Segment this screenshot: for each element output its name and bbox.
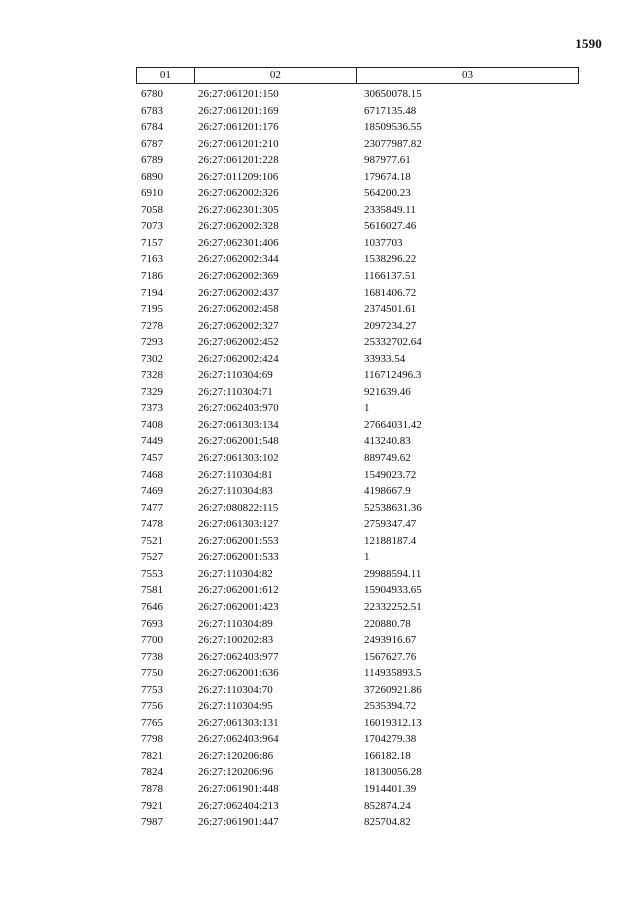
value-cell: 2493916.67 (364, 634, 417, 647)
table-row (136, 285, 579, 302)
table-row (136, 781, 579, 798)
table-row (136, 185, 579, 202)
row-code-cell: 6787 (141, 137, 163, 150)
cadastral-number-cell: 26:27:120206:86 (198, 749, 274, 762)
cadastral-number-cell: 26:27:062001:612 (198, 584, 279, 597)
cadastral-number-cell: 26:27:062002:327 (198, 319, 279, 332)
value-cell: 15904933.65 (364, 584, 422, 597)
table-row (136, 616, 579, 633)
value-cell: 4198667.9 (364, 485, 411, 498)
cadastral-number-cell: 26:27:062403:977 (198, 650, 279, 663)
row-code-cell: 7329 (141, 385, 163, 398)
row-code-cell: 7457 (141, 452, 163, 465)
value-cell: 987977.61 (364, 154, 411, 167)
table-row (136, 549, 579, 566)
cadastral-number-cell: 26:27:110304:82 (198, 567, 273, 580)
cadastral-number-cell: 26:27:110304:89 (198, 617, 273, 630)
value-cell: 29988594.11 (364, 567, 422, 580)
table-row (136, 566, 579, 583)
cadastral-number-cell: 26:27:061901:447 (198, 816, 279, 829)
cadastral-number-cell: 26:27:061303:102 (198, 452, 279, 465)
value-cell: 6717135.48 (364, 104, 417, 117)
value-cell: 1704279.38 (364, 733, 417, 746)
value-cell: 16019312.13 (364, 716, 422, 729)
value-cell: 12188187.4 (364, 534, 417, 547)
cadastral-number-cell: 26:27:062002:328 (198, 220, 279, 233)
row-code-cell: 7756 (141, 700, 163, 713)
value-cell: 1037703 (364, 236, 403, 249)
row-code-cell: 7553 (141, 567, 163, 580)
value-cell: 166182.18 (364, 749, 411, 762)
row-code-cell: 7700 (141, 634, 163, 647)
table-row (136, 649, 579, 666)
cadastral-number-cell: 26:27:062001:548 (198, 435, 279, 448)
row-code-cell: 7058 (141, 203, 163, 216)
row-code-cell: 7328 (141, 369, 163, 382)
table-row (136, 86, 579, 103)
row-code-cell: 6783 (141, 104, 163, 117)
cadastral-number-cell: 26:27:062404:213 (198, 799, 279, 812)
cadastral-number-cell: 26:27:110304:70 (198, 683, 273, 696)
row-code-cell: 7469 (141, 485, 163, 498)
row-code-cell: 7194 (141, 286, 163, 299)
row-code-cell: 7527 (141, 551, 163, 564)
row-code-cell: 7157 (141, 236, 163, 249)
table-row (136, 764, 579, 781)
cadastral-number-cell: 26:27:011209:106 (198, 170, 279, 183)
value-cell: 1914401.39 (364, 782, 417, 795)
row-code-cell: 7824 (141, 766, 163, 779)
value-cell: 825704.82 (364, 816, 411, 829)
cadastral-number-cell: 26:27:061901:448 (198, 782, 279, 795)
row-code-cell: 6910 (141, 187, 163, 200)
row-code-cell: 7753 (141, 683, 163, 696)
value-cell: 2335849.11 (364, 203, 416, 216)
value-cell: 114935893.5 (364, 667, 422, 680)
table-row (136, 516, 579, 533)
value-cell: 25332702.64 (364, 336, 422, 349)
table-row (136, 731, 579, 748)
table-row (136, 417, 579, 434)
row-code-cell: 6890 (141, 170, 163, 183)
table-row (136, 202, 579, 219)
column-header-01: 01 (137, 68, 195, 83)
cadastral-number-cell: 26:27:110304:83 (198, 485, 273, 498)
value-cell: 2097234.27 (364, 319, 417, 332)
value-cell: 30650078.15 (364, 88, 422, 100)
cadastral-number-cell: 26:27:110304:81 (198, 468, 273, 481)
cadastral-number-cell: 26:27:062002:452 (198, 336, 279, 349)
row-code-cell: 7738 (141, 650, 163, 663)
row-code-cell: 7073 (141, 220, 163, 233)
table-row (136, 103, 579, 120)
row-code-cell: 7693 (141, 617, 163, 630)
value-cell: 52538631.36 (364, 501, 422, 514)
value-cell: 413240.83 (364, 435, 411, 448)
row-code-cell: 7278 (141, 319, 163, 332)
table-row (136, 218, 579, 235)
table-row (136, 599, 579, 616)
table-row (136, 318, 579, 335)
table-row (136, 351, 579, 368)
table-row (136, 500, 579, 517)
row-code-cell: 7449 (141, 435, 163, 448)
table-row (136, 334, 579, 351)
cadastral-number-cell: 26:27:110304:71 (198, 385, 273, 398)
row-code-cell: 7750 (141, 667, 163, 680)
row-code-cell: 7477 (141, 501, 163, 514)
value-cell: 116712496.3 (364, 369, 422, 382)
value-cell: 1538296.22 (364, 253, 417, 266)
table-body (136, 86, 579, 831)
table-row (136, 301, 579, 318)
value-cell: 18509536.55 (364, 121, 422, 134)
row-code-cell: 7468 (141, 468, 163, 481)
cadastral-number-cell: 26:27:062002:458 (198, 303, 279, 316)
cadastral-number-cell: 26:27:061201:169 (198, 104, 279, 117)
cadastral-number-cell: 26:27:062002:437 (198, 286, 279, 299)
cadastral-number-cell: 26:27:062403:970 (198, 402, 279, 415)
row-code-cell: 7373 (141, 402, 163, 415)
table-row (136, 483, 579, 500)
row-code-cell: 7921 (141, 799, 163, 812)
cadastral-number-cell: 26:27:062002:369 (198, 270, 279, 283)
table-row (136, 400, 579, 417)
column-header-03: 03 (462, 69, 473, 81)
value-cell: 1166137.51 (364, 270, 416, 283)
cadastral-number-cell: 26:27:110304:95 (198, 700, 273, 713)
table-row (136, 798, 579, 815)
table-row (136, 715, 579, 732)
value-cell: 921639.46 (364, 385, 411, 398)
row-code-cell: 7293 (141, 336, 163, 349)
table-row (136, 268, 579, 285)
row-code-cell: 7765 (141, 716, 163, 729)
table-header (136, 67, 579, 84)
cadastral-number-cell: 26:27:062403:964 (198, 733, 279, 746)
cadastral-number-cell: 26:27:120206:96 (198, 766, 274, 779)
table-row (136, 682, 579, 699)
value-cell: 1 (364, 402, 370, 415)
cadastral-number-cell: 26:27:062301:406 (198, 236, 279, 249)
row-code-cell: 7408 (141, 418, 163, 431)
value-cell: 18130056.28 (364, 766, 422, 779)
row-code-cell: 7163 (141, 253, 163, 266)
row-code-cell: 7646 (141, 600, 163, 613)
cadastral-number-cell: 26:27:110304:69 (198, 369, 273, 382)
table-row (136, 450, 579, 467)
table-row (136, 119, 579, 136)
value-cell: 2759347.47 (364, 518, 417, 531)
row-code-cell: 7302 (141, 352, 163, 365)
row-code-cell: 6789 (141, 154, 163, 167)
cadastral-number-cell: 26:27:061303:127 (198, 518, 279, 531)
cadastral-number-cell: 26:27:100202:83 (198, 634, 274, 647)
value-cell: 564200.23 (364, 187, 411, 200)
table-row (136, 632, 579, 649)
cadastral-number-cell: 26:27:061201:150 (198, 88, 279, 100)
value-cell: 1681406.72 (364, 286, 417, 299)
cadastral-number-cell: 26:27:080822:115 (198, 501, 279, 514)
value-cell: 37260921.86 (364, 683, 422, 696)
table-row (136, 698, 579, 715)
table-row (136, 433, 579, 450)
table-row (136, 235, 579, 252)
row-code-cell: 6784 (141, 121, 163, 134)
table-row (136, 136, 579, 153)
table-row (136, 814, 579, 831)
table-row (136, 367, 579, 384)
cadastral-number-cell: 26:27:062001:423 (198, 600, 279, 613)
row-code-cell: 7186 (141, 270, 163, 283)
value-cell: 1 (364, 551, 370, 564)
value-cell: 1567627.76 (364, 650, 417, 663)
cadastral-number-cell: 26:27:061303:134 (198, 418, 279, 431)
cadastral-number-cell: 26:27:061201:210 (198, 137, 279, 150)
table-row (136, 251, 579, 268)
table-row (136, 582, 579, 599)
value-cell: 852874.24 (364, 799, 411, 812)
cadastral-number-cell: 26:27:062002:424 (198, 352, 279, 365)
table-row (136, 748, 579, 765)
value-cell: 2535394.72 (364, 700, 417, 713)
cadastral-number-cell: 26:27:062002:344 (198, 253, 279, 266)
row-code-cell: 7478 (141, 518, 163, 531)
row-code-cell: 6780 (141, 88, 163, 100)
cadastral-number-cell: 26:27:061201:228 (198, 154, 279, 167)
data-table (136, 67, 579, 831)
column-header-02: 02 (195, 68, 357, 83)
value-cell: 23077987.82 (364, 137, 422, 150)
row-code-cell: 7195 (141, 303, 163, 316)
row-code-cell: 7987 (141, 816, 163, 829)
row-code-cell: 7581 (141, 584, 163, 597)
row-code-cell: 7878 (141, 782, 163, 795)
table-row (136, 467, 579, 484)
cadastral-number-cell: 26:27:061303:131 (198, 716, 279, 729)
value-cell: 22332252.51 (364, 600, 422, 613)
row-code-cell: 7798 (141, 733, 163, 746)
table-row (136, 152, 579, 169)
row-code-cell: 7521 (141, 534, 163, 547)
table-row (136, 665, 579, 682)
cadastral-number-cell: 26:27:062001:636 (198, 667, 279, 680)
cadastral-number-cell: 26:27:061201:176 (198, 121, 279, 134)
value-cell: 220880.78 (364, 617, 411, 630)
table-row (136, 384, 579, 401)
cadastral-number-cell: 26:27:062301:305 (198, 203, 279, 216)
value-cell: 889749.62 (364, 452, 411, 465)
cadastral-number-cell: 26:27:062001:553 (198, 534, 279, 547)
cadastral-number-cell: 26:27:062001:533 (198, 551, 279, 564)
value-cell: 27664031.42 (364, 418, 422, 431)
table-row (136, 169, 579, 186)
value-cell: 179674.18 (364, 170, 411, 183)
value-cell: 33933.54 (364, 352, 406, 365)
row-code-cell: 7821 (141, 749, 163, 762)
page-number: 1590 (575, 36, 602, 51)
value-cell: 2374501.61 (364, 303, 417, 316)
value-cell: 5616027.46 (364, 220, 417, 233)
table-row (136, 533, 579, 550)
cadastral-number-cell: 26:27:062002:326 (198, 187, 279, 200)
value-cell: 1549023.72 (364, 468, 417, 481)
